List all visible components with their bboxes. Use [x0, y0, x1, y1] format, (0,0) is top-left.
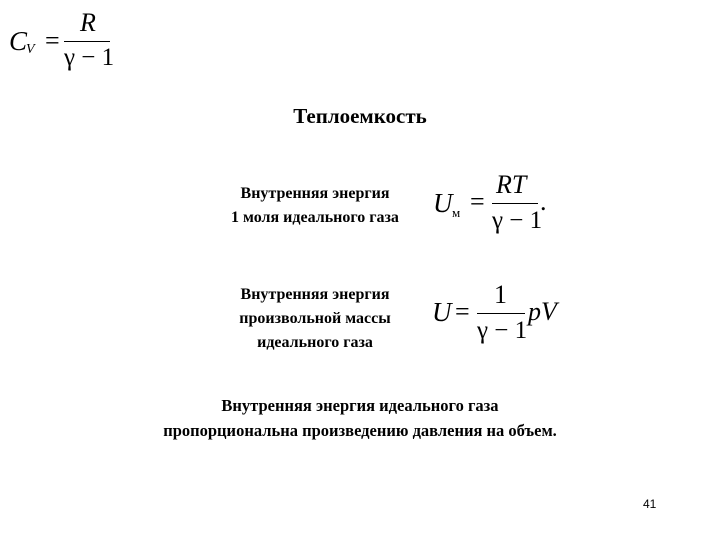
cv-subscript: V: [26, 42, 35, 57]
section2-label: [190, 283, 440, 355]
u-trailing-pv: pV: [528, 297, 557, 326]
page-title-text: Теплоемкость: [293, 104, 427, 128]
um-trailing-dot: .: [540, 187, 547, 216]
statement-line1: Внутренняя энергия идеального газа: [221, 396, 499, 415]
section1-label-line2: 1 моля идеального газа: [231, 209, 399, 226]
statement-line2: пропорциональна произведению давления на объем.: [163, 421, 557, 440]
section2-label-line1: Внутренняя энергия: [240, 286, 390, 303]
statement: [60, 393, 660, 443]
page-title: [0, 104, 720, 129]
um-denominator: γ − 1: [492, 207, 543, 234]
um-fraction-bar: [492, 203, 538, 204]
um-equals: =: [470, 187, 485, 216]
cv-symbol: C: [9, 26, 28, 56]
u-numerator: 1: [494, 280, 507, 309]
page-number: 41: [643, 497, 657, 511]
section2-label-line3: идеального газа: [257, 334, 373, 351]
cv-fraction-bar: [64, 41, 110, 42]
section1-label-line1: Внутренняя энергия: [240, 185, 390, 202]
u-fraction-bar: [477, 313, 525, 314]
cv-equals: =: [45, 26, 60, 55]
u-denominator: γ − 1: [477, 317, 528, 344]
section1-label: [190, 182, 440, 230]
um-symbol: U: [433, 188, 453, 218]
um-subscript: м: [452, 205, 461, 220]
section2-label-line2: произвольной массы: [239, 310, 391, 327]
cv-numerator: R: [80, 8, 96, 37]
um-numerator: RT: [496, 170, 527, 199]
cv-denominator: γ − 1: [64, 44, 115, 71]
u-equals: =: [455, 297, 470, 326]
u-symbol: U: [432, 297, 452, 327]
